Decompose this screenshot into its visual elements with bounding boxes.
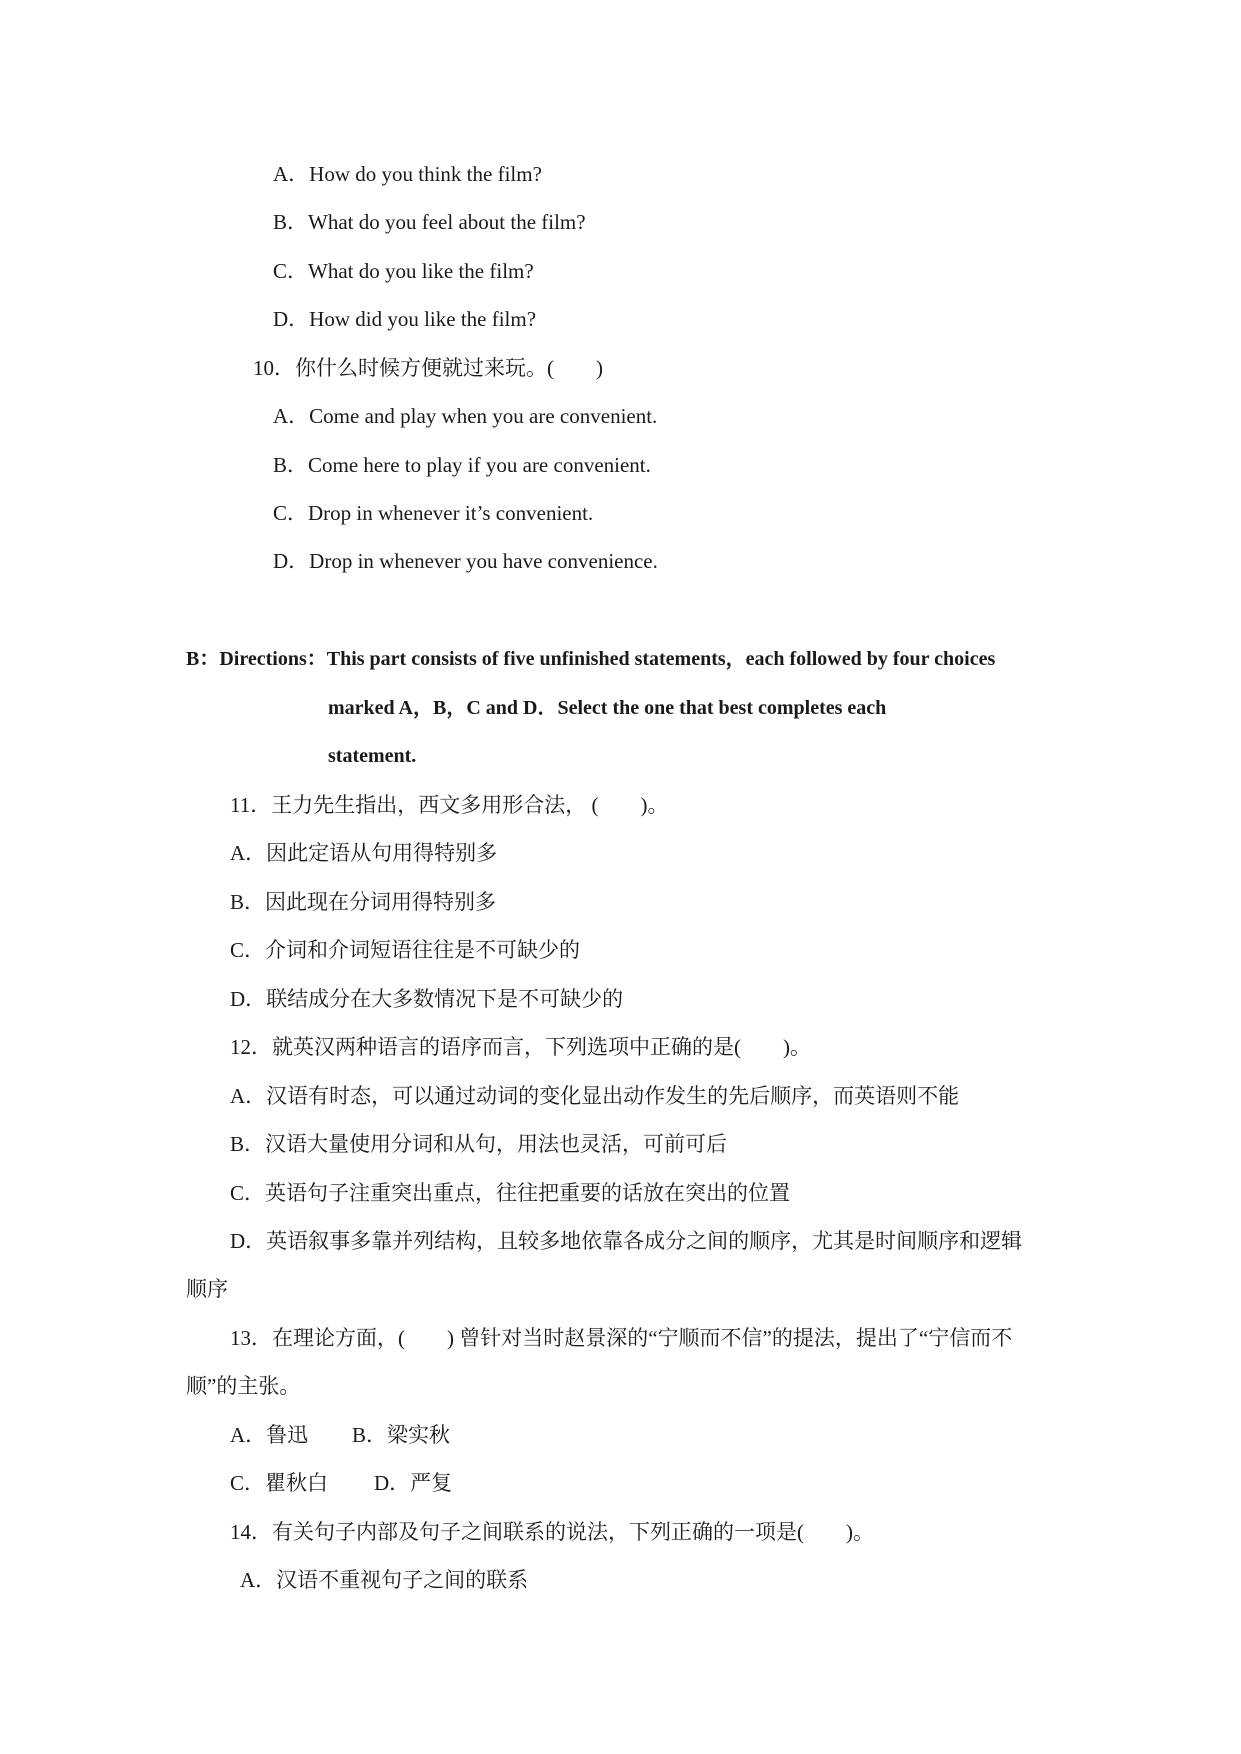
- q13-option-a: A．鲁迅: [230, 1423, 309, 1447]
- q9-option-a: A．How do you think the film?: [273, 162, 542, 186]
- q12-option-d-continuation: 顺序: [186, 1277, 228, 1301]
- q10-option-c: C．Drop in whenever it’s convenient.: [273, 501, 594, 525]
- q9-option-c: C．What do you like the film?: [273, 259, 534, 283]
- q11-stem: 11．王力先生指出，西文多用形合法， ( )。: [230, 793, 669, 817]
- q13-option-d: D．严复: [374, 1471, 453, 1495]
- q12-option-a: A．汉语有时态，可以通过动词的变化显出动作发生的先后顺序，而英语则不能: [230, 1084, 960, 1108]
- q11-option-a: A．因此定语从句用得特别多: [230, 841, 498, 865]
- q12-option-c: C．英语句子注重突出重点，往往把重要的话放在突出的位置: [230, 1181, 791, 1205]
- q10-option-d: D．Drop in whenever you have convenience.: [273, 549, 658, 573]
- q13-stem-continuation: 顺”的主张。: [186, 1374, 301, 1398]
- q13-option-b: B．梁实秋: [352, 1423, 451, 1447]
- q12-option-b: B．汉语大量使用分词和从句，用法也灵活，可前可后: [230, 1132, 728, 1156]
- q9-option-b: B．What do you feel about the film?: [273, 210, 586, 234]
- q13-stem: 13．在理论方面，( ) 曾针对当时赵景深的“宁顺而不信”的提法，提出了“宁信而不: [230, 1326, 1013, 1350]
- q9-option-d: D．How did you like the film?: [273, 307, 537, 331]
- q10-option-a: A．Come and play when you are convenient.: [273, 404, 658, 428]
- q14-option-a: A．汉语不重视句子之间的联系: [240, 1568, 529, 1592]
- q11-option-c: C．介词和介词短语往往是不可缺少的: [230, 938, 581, 962]
- q11-option-d: D．联结成分在大多数情况下是不可缺少的: [230, 987, 624, 1011]
- q13-option-c: C．瞿秋白: [230, 1471, 329, 1495]
- section-b-directions-line1: B：Directions：This part consists of five unfinished statements，each followed by four choices: [186, 648, 996, 670]
- q11-option-b: B．因此现在分词用得特别多: [230, 890, 497, 914]
- q10-option-b: B．Come here to play if you are convenient.: [273, 453, 651, 477]
- section-b-directions-line3: statement.: [328, 745, 417, 767]
- q14-stem: 14．有关句子内部及句子之间联系的说法，下列正确的一项是( )。: [230, 1520, 874, 1544]
- q12-stem: 12．就英汉两种语言的语序而言，下列选项中正确的是( )。: [230, 1035, 811, 1059]
- q12-option-d: D．英语叙事多靠并列结构，且较多地依靠各成分之间的顺序，尤其是时间顺序和逻辑: [230, 1229, 1023, 1253]
- q10-stem: 10．你什么时候方便就过来玩。( ): [253, 356, 603, 380]
- section-b-directions-line2: marked A，B，C and D．Select the one that best completes each: [328, 697, 887, 719]
